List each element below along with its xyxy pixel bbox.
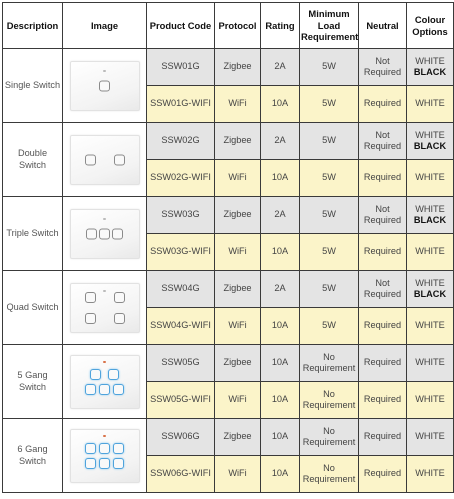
rating: 10A bbox=[261, 160, 300, 197]
rating: 2A bbox=[261, 271, 300, 308]
quad-switch-image bbox=[63, 271, 147, 345]
five-gang-switch-image bbox=[63, 345, 147, 419]
min-load: 5W bbox=[300, 49, 359, 86]
rating: 2A bbox=[261, 197, 300, 234]
neutral: Required bbox=[359, 345, 407, 382]
neutral: Required bbox=[359, 86, 407, 123]
product-code: SSW02G bbox=[147, 123, 215, 160]
rating: 10A bbox=[261, 382, 300, 419]
header-rating: Rating bbox=[261, 3, 300, 49]
table-row bbox=[3, 123, 454, 160]
double-switch-image bbox=[63, 123, 147, 197]
product-code: SSW03G bbox=[147, 197, 215, 234]
product-code: SSW04G bbox=[147, 271, 215, 308]
table-row bbox=[3, 197, 454, 234]
table-row bbox=[3, 419, 454, 456]
row-description: Triple Switch bbox=[3, 197, 63, 271]
min-load: 5W bbox=[300, 271, 359, 308]
min-load: 5W bbox=[300, 234, 359, 271]
single-switch-image bbox=[63, 49, 147, 123]
product-code: SSW01G-WIFI bbox=[147, 86, 215, 123]
product-code: SSW05G-WIFI bbox=[147, 382, 215, 419]
protocol: WiFi bbox=[215, 456, 261, 493]
colour-options: WHITE bbox=[407, 86, 454, 123]
row-description: Single Switch bbox=[3, 49, 63, 123]
protocol: Zigbee bbox=[215, 345, 261, 382]
six-gang-switch-image bbox=[63, 419, 147, 493]
min-load: No Requirement bbox=[300, 419, 359, 456]
min-load: 5W bbox=[300, 123, 359, 160]
protocol: Zigbee bbox=[215, 271, 261, 308]
neutral: Not Required bbox=[359, 197, 407, 234]
table-row bbox=[3, 49, 454, 86]
protocol: WiFi bbox=[215, 160, 261, 197]
rating: 2A bbox=[261, 123, 300, 160]
table-row bbox=[3, 345, 454, 382]
neutral: Not Required bbox=[359, 123, 407, 160]
product-code: SSW05G bbox=[147, 345, 215, 382]
rating: 10A bbox=[261, 456, 300, 493]
neutral: Required bbox=[359, 160, 407, 197]
colour-options: WHITE BLACK bbox=[407, 197, 454, 234]
protocol: WiFi bbox=[215, 86, 261, 123]
header-colour: Colour Options bbox=[407, 3, 454, 49]
rating: 10A bbox=[261, 86, 300, 123]
rating: 2A bbox=[261, 49, 300, 86]
protocol: WiFi bbox=[215, 382, 261, 419]
neutral: Required bbox=[359, 456, 407, 493]
header-image: Image bbox=[63, 3, 147, 49]
protocol: WiFi bbox=[215, 308, 261, 345]
row-description: 5 Gang Switch bbox=[3, 345, 63, 419]
colour-options: WHITE bbox=[407, 419, 454, 456]
product-code: SSW02G-WIFI bbox=[147, 160, 215, 197]
header-product-code: Product Code bbox=[147, 3, 215, 49]
protocol: Zigbee bbox=[215, 419, 261, 456]
min-load: No Requirement bbox=[300, 345, 359, 382]
min-load: No Requirement bbox=[300, 382, 359, 419]
product-code: SSW06G-WIFI bbox=[147, 456, 215, 493]
rating: 10A bbox=[261, 234, 300, 271]
rating: 10A bbox=[261, 308, 300, 345]
protocol: WiFi bbox=[215, 234, 261, 271]
product-code: SSW04G-WIFI bbox=[147, 308, 215, 345]
rating: 10A bbox=[261, 345, 300, 382]
triple-switch-image bbox=[63, 197, 147, 271]
rating: 10A bbox=[261, 419, 300, 456]
header-description: Description bbox=[3, 3, 63, 49]
colour-options: WHITE BLACK bbox=[407, 123, 454, 160]
min-load: No Requirement bbox=[300, 456, 359, 493]
row-description: 6 Gang Switch bbox=[3, 419, 63, 493]
colour-options: WHITE bbox=[407, 382, 454, 419]
min-load: 5W bbox=[300, 308, 359, 345]
colour-options: WHITE bbox=[407, 160, 454, 197]
neutral: Required bbox=[359, 419, 407, 456]
header-neutral: Neutral bbox=[359, 3, 407, 49]
row-description: Quad Switch bbox=[3, 271, 63, 345]
table-row bbox=[3, 271, 454, 308]
neutral: Not Required bbox=[359, 49, 407, 86]
product-spec-table bbox=[2, 2, 454, 493]
protocol: Zigbee bbox=[215, 49, 261, 86]
min-load: 5W bbox=[300, 86, 359, 123]
protocol: Zigbee bbox=[215, 197, 261, 234]
colour-options: WHITE bbox=[407, 308, 454, 345]
min-load: 5W bbox=[300, 197, 359, 234]
header-min-load: Minimum Load Requirement bbox=[300, 3, 359, 49]
colour-options: WHITE BLACK bbox=[407, 271, 454, 308]
min-load: 5W bbox=[300, 160, 359, 197]
colour-options: WHITE bbox=[407, 234, 454, 271]
neutral: Required bbox=[359, 234, 407, 271]
colour-options: WHITE bbox=[407, 345, 454, 382]
colour-options: WHITE BLACK bbox=[407, 49, 454, 86]
row-description: Double Switch bbox=[3, 123, 63, 197]
colour-options: WHITE bbox=[407, 456, 454, 493]
product-code: SSW03G-WIFI bbox=[147, 234, 215, 271]
product-code: SSW01G bbox=[147, 49, 215, 86]
header-protocol: Protocol bbox=[215, 3, 261, 49]
neutral: Not Required bbox=[359, 271, 407, 308]
neutral: Required bbox=[359, 308, 407, 345]
product-code: SSW06G bbox=[147, 419, 215, 456]
header-row bbox=[3, 3, 454, 49]
neutral: Required bbox=[359, 382, 407, 419]
protocol: Zigbee bbox=[215, 123, 261, 160]
